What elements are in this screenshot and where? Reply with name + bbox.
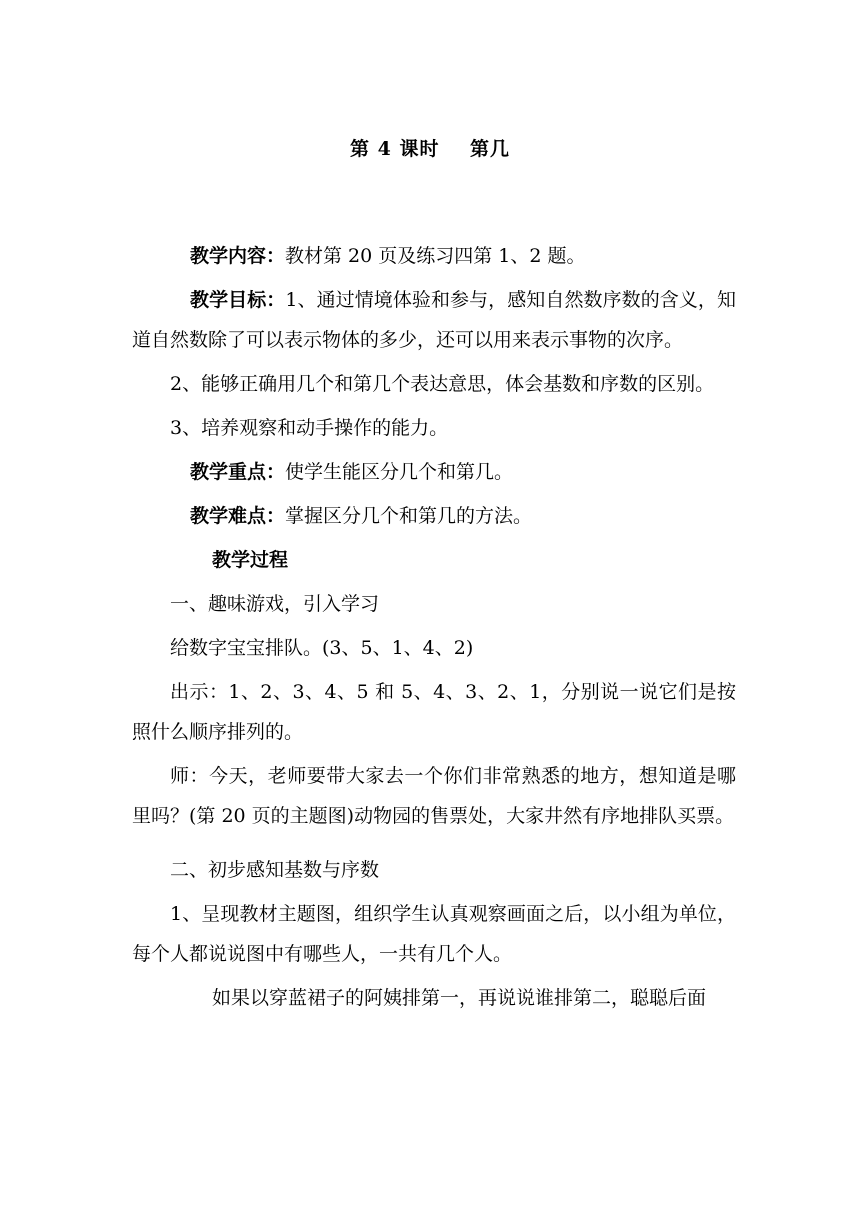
teaching-content-text: 教材第 20 页及练习四第 1、2 题。 [285, 245, 586, 267]
teaching-objectives-text: 1、通过情境体验和参与，感知自然数序数的含义，知道自然数除了可以表示物体的多少，还可以用来表示事物的次序。 [132, 289, 736, 351]
document-body [132, 236, 736, 1022]
teaching-content [132, 236, 736, 276]
section1-heading: 一、趣味游戏，引入学习 [170, 593, 380, 615]
objective-item-3: 3、培养观察和动手操作的能力。 [170, 417, 449, 439]
section2-heading: 二、初步感知基数与序数 [170, 859, 380, 881]
difficulty-text: 掌握区分几个和第几的方法。 [285, 505, 533, 527]
key-point [132, 452, 736, 492]
teaching-content-label: 教学内容： [190, 245, 286, 267]
key-point-text: 使学生能区分几个和第几。 [285, 461, 514, 483]
section2-paragraph-1: 1、呈现教材主题图，组织学生认真观察画面之后，以小组为单位，每个人都说说图中有哪些人，一共有几个人。 [132, 903, 736, 965]
objective-item-2: 2、能够正确用几个和第几个表达意思，体会基数和序数的区别。 [170, 373, 715, 395]
lesson-title: 第 4 课时 第几 [350, 138, 510, 160]
section1-paragraph-2: 出示：1、2、3、4、5 和 5、4、3、2、1，分别说一说它们是按照什么顺序排列的。 [132, 681, 736, 743]
section2-paragraph-2: 如果以穿蓝裙子的阿姨排第一，再说说谁排第二，聪聪后面 [212, 987, 707, 1009]
section1-paragraph-3: 师：今天，老师要带大家去一个你们非常熟悉的地方，想知道是哪里吗？(第 20 页的主题图)动物园的售票处，大家井然有序地排队买票。 [132, 765, 736, 827]
process-heading: 教学过程 [212, 549, 289, 571]
teaching-objectives [132, 280, 736, 360]
difficulty [132, 496, 736, 536]
teaching-objectives-label: 教学目标： [190, 289, 286, 311]
key-point-label: 教学重点： [190, 461, 286, 483]
difficulty-label: 教学难点： [190, 505, 286, 527]
section1-paragraph-1: 给数字宝宝排队。(3、5、1、4、2) [170, 637, 474, 659]
